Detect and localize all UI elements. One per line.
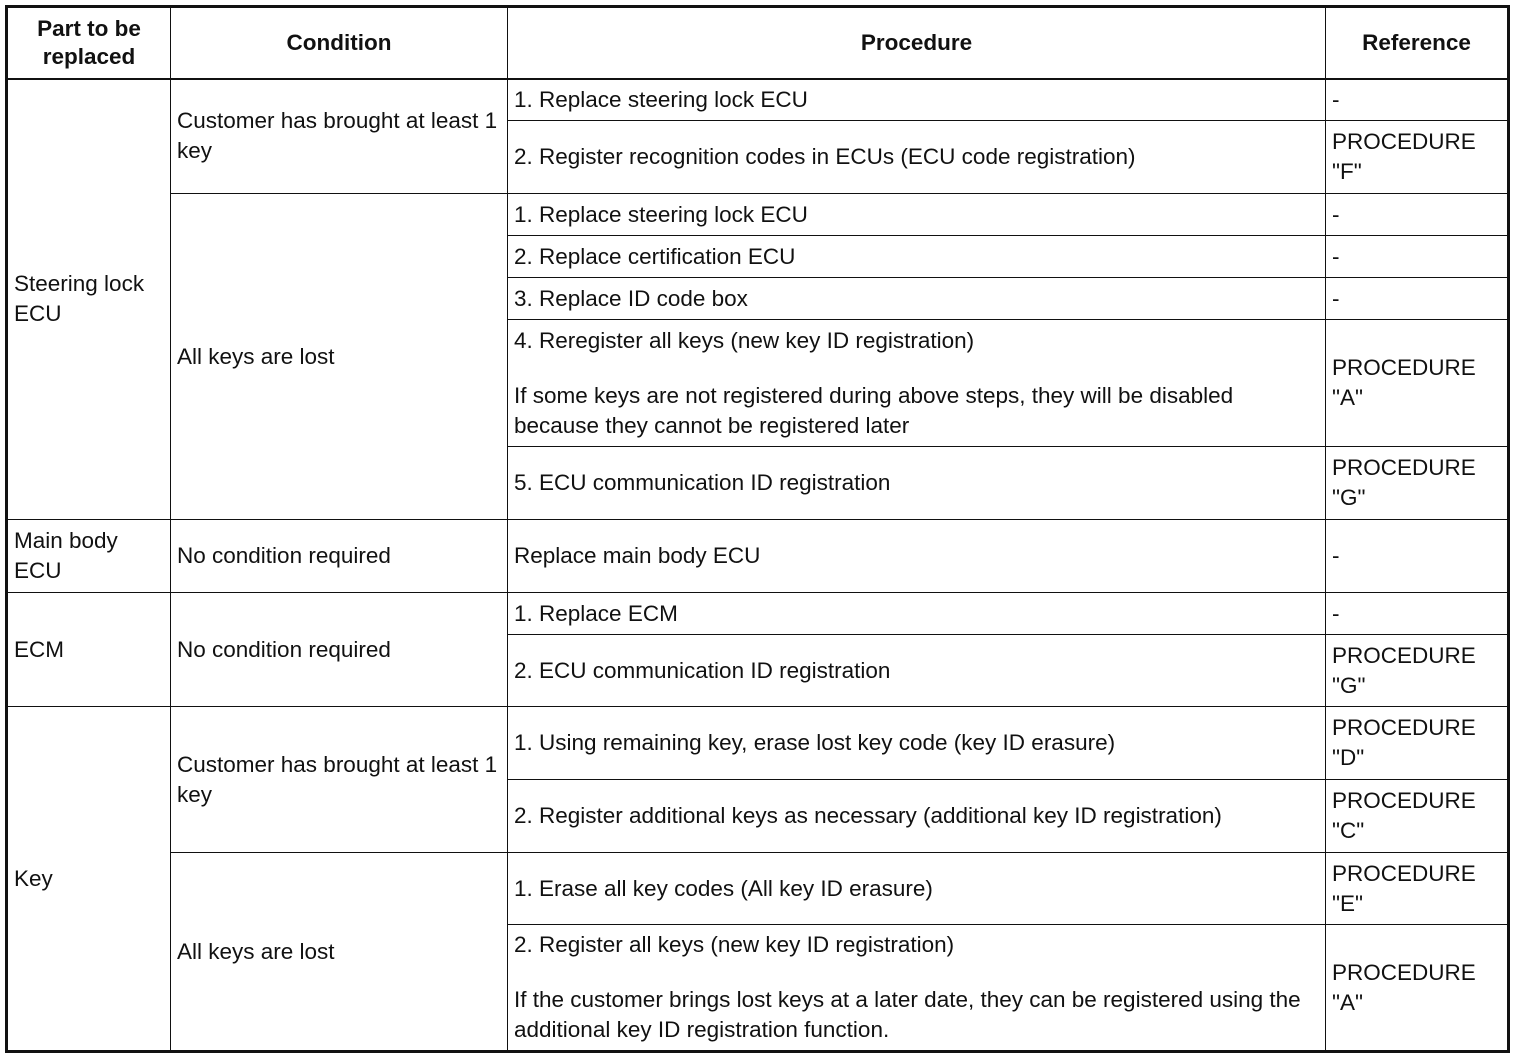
table-row (7, 707, 1509, 780)
reference-cell: PROCEDURE "G" (1326, 635, 1509, 707)
table-row (7, 194, 1509, 236)
reference-cell: PROCEDURE "G" (1326, 447, 1509, 520)
header-reference: Reference (1326, 7, 1509, 79)
header-row (7, 7, 1509, 79)
procedure-cell: 2. Register recognition codes in ECUs (ECU code registration) (508, 121, 1326, 194)
reference-cell: PROCEDURE "D" (1326, 707, 1509, 780)
procedure-table (5, 5, 1510, 1053)
part-cell: Steering lock ECU (7, 79, 171, 520)
procedure-note: If some keys are not registered during above steps, they will be disabled because they cannot be registered later (514, 382, 1234, 438)
header-condition: Condition (171, 7, 508, 79)
procedure-cell: 5. ECU communication ID registration (508, 447, 1326, 520)
procedure-cell: 1. Replace steering lock ECU (508, 194, 1326, 236)
procedure-note: If the customer brings lost keys at a later date, they can be registered using the additional key ID registration function. (514, 987, 1301, 1042)
part-cell: Main body ECU (7, 520, 171, 593)
condition-cell: No condition required (171, 520, 508, 593)
procedure-cell: 2. Register additional keys as necessary (additional key ID registration) (508, 780, 1326, 853)
procedure-cell: 1. Replace ECM (508, 593, 1326, 635)
procedure-cell: Replace main body ECU (508, 520, 1326, 593)
reference-cell: - (1326, 79, 1509, 121)
reference-cell: - (1326, 278, 1509, 320)
condition-cell: No condition required (171, 593, 508, 707)
reference-cell: - (1326, 236, 1509, 278)
reference-cell: PROCEDURE "C" (1326, 780, 1509, 853)
header-part: Part to be replaced (7, 7, 171, 79)
reference-cell: - (1326, 194, 1509, 236)
procedure-step: 2. Register all keys (new key ID registration) (514, 932, 955, 957)
table-row (7, 853, 1509, 925)
header-procedure: Procedure (508, 7, 1326, 79)
condition-cell: Customer has brought at least 1 key (171, 707, 508, 853)
reference-cell: - (1326, 593, 1509, 635)
procedure-cell: 1. Replace steering lock ECU (508, 79, 1326, 121)
table-row (7, 79, 1509, 121)
condition-cell: All keys are lost (171, 853, 508, 1052)
reference-cell: PROCEDURE "A" (1326, 320, 1509, 447)
part-cell: Key (7, 707, 171, 1052)
condition-cell: Customer has brought at least 1 key (171, 79, 508, 194)
part-cell: ECM (7, 593, 171, 707)
table-row (7, 593, 1509, 635)
condition-cell: All keys are lost (171, 194, 508, 520)
reference-cell: PROCEDURE "A" (1326, 925, 1509, 1052)
reference-cell: PROCEDURE "F" (1326, 121, 1509, 194)
procedure-cell: 3. Replace ID code box (508, 278, 1326, 320)
procedure-cell: 1. Using remaining key, erase lost key code (key ID erasure) (508, 707, 1326, 780)
procedure-cell: 2. Replace certification ECU (508, 236, 1326, 278)
reference-cell: - (1326, 520, 1509, 593)
procedure-cell (508, 320, 1326, 447)
table-row (7, 520, 1509, 593)
procedure-cell (508, 925, 1326, 1052)
procedure-step: 4. Reregister all keys (new key ID registration) (514, 327, 975, 353)
reference-cell: PROCEDURE "E" (1326, 853, 1509, 925)
procedure-cell: 1. Erase all key codes (All key ID erasure) (508, 853, 1326, 925)
procedure-cell: 2. ECU communication ID registration (508, 635, 1326, 707)
